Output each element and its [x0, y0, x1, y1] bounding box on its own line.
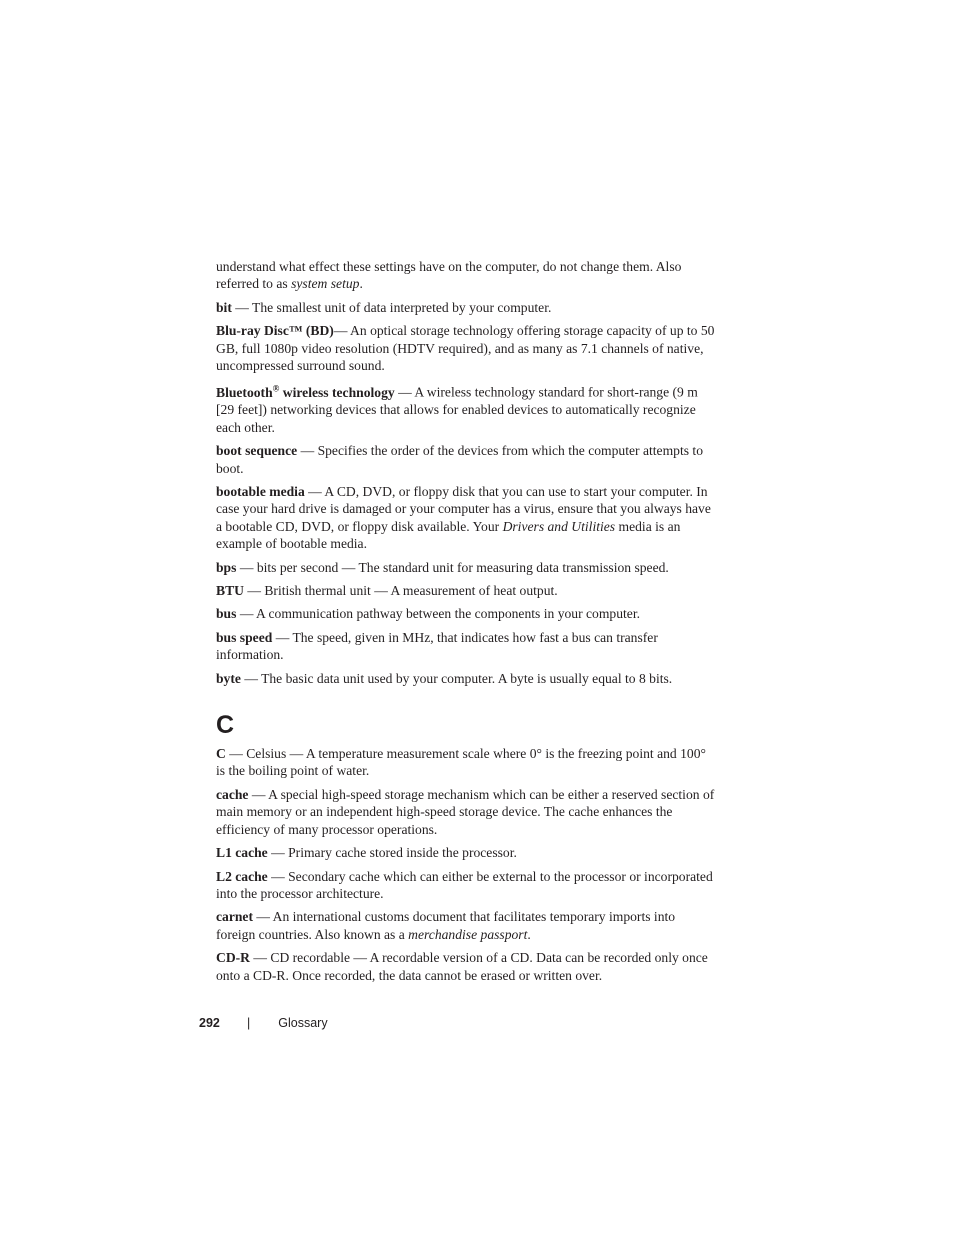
glossary-entry-boot-sequence: boot sequence — Specifies the order of the devices from which the computer attempts to boot. [216, 443, 703, 476]
glossary-term: bps [216, 559, 237, 575]
glossary-term: bus [216, 606, 237, 622]
glossary-entry-carnet: carnet — An international customs document that facilitates temporary imports into foreign countries. Also known as a merchandise passport. [216, 909, 676, 942]
glossary-entry-bus: bus — A communication pathway between the components in your computer. [216, 606, 640, 622]
glossary-term: Bluetooth® wireless technology [216, 383, 395, 400]
glossary-entry-c: C — Celsius — A temperature measurement scale where 0° is the freezing point and 100° is the boiling point of water. [216, 746, 706, 779]
glossary-term: cache [216, 786, 249, 802]
glossary-entry-bit: bit — The smallest unit of data interpreted by your computer. [216, 299, 552, 315]
glossary-entry-bps: bps — bits per second — The standard unit for measuring data transmission speed. [216, 559, 669, 575]
glossary-term: byte [216, 670, 241, 686]
page-footer [199, 1015, 328, 1031]
footer-section-title: Glossary [278, 1016, 328, 1030]
glossary-entry-blu-ray-disc: Blu-ray Disc™ (BD)— An optical storage technology offering storage capacity of up to 50 GB, full 1080p video resolution (HDTV required), and as many as 7.1 channels of native, uncompressed surround sound. [216, 323, 715, 374]
glossary-entry-l2-cache: L2 cache — Secondary cache which can either be external to the processor or incorporated into the processor architecture. [216, 868, 713, 901]
glossary-term: bootable media [216, 484, 305, 499]
glossary-entry-cd-r: CD-R — CD recordable — A recordable version of a CD. Data can be recorded only once onto a CD-R. Once recorded, the data cannot be erased or written over. [216, 950, 708, 983]
glossary-term: boot sequence [216, 443, 298, 459]
page-number: 292 [199, 1016, 220, 1030]
glossary-entry-bootable-media: bootable media — A CD, DVD, or floppy disk that you can use to start your computer. In case your hard drive is damaged or your computer has a virus, ensure that you always have a bootable CD, DVD, or floppy disk available. Your Drivers and Utilities media is an example of bootable media. [216, 484, 711, 552]
section-heading-c: C [216, 711, 235, 740]
glossary-term: bit [216, 299, 232, 315]
glossary-content [216, 258, 716, 990]
glossary-entry-bluetooth: Bluetooth® wireless technology — A wireless technology standard for short-range (9 m [29 feet]) networking devices that allows for enabled devices to automatically recognize each other. [216, 383, 698, 435]
glossary-entry-bus-speed: bus speed — The speed, given in MHz, that indicates how fast a bus can transfer information. [216, 629, 658, 663]
glossary-entry-btu: BTU — British thermal unit — A measurement of heat output. [216, 583, 558, 599]
glossary-term: C [216, 746, 226, 762]
glossary-entry-byte: byte — The basic data unit used by your computer. A byte is usually equal to 8 bits. [216, 670, 673, 686]
glossary-term: BTU [216, 583, 244, 599]
glossary-term: bus speed [216, 629, 273, 645]
glossary-entry-l1-cache: L1 cache — Primary cache stored inside the processor. [216, 845, 517, 861]
glossary-entry-cache: cache — A special high-speed storage mechanism which can be either a reserved section of main memory or an independent high-speed storage device. The cache enhances the efficiency of many processor operations. [216, 786, 715, 837]
glossary-term: CD-R [216, 950, 250, 966]
glossary-entry-continuation: understand what effect these settings have on the computer, do not change them. Also referred to as system setup. [216, 259, 682, 292]
glossary-term: L1 cache [216, 845, 268, 861]
footer-separator: | [247, 1016, 251, 1030]
glossary-term: carnet [216, 909, 253, 925]
glossary-term: L2 cache [216, 868, 268, 884]
glossary-term: Blu-ray Disc™ (BD) [216, 323, 334, 339]
